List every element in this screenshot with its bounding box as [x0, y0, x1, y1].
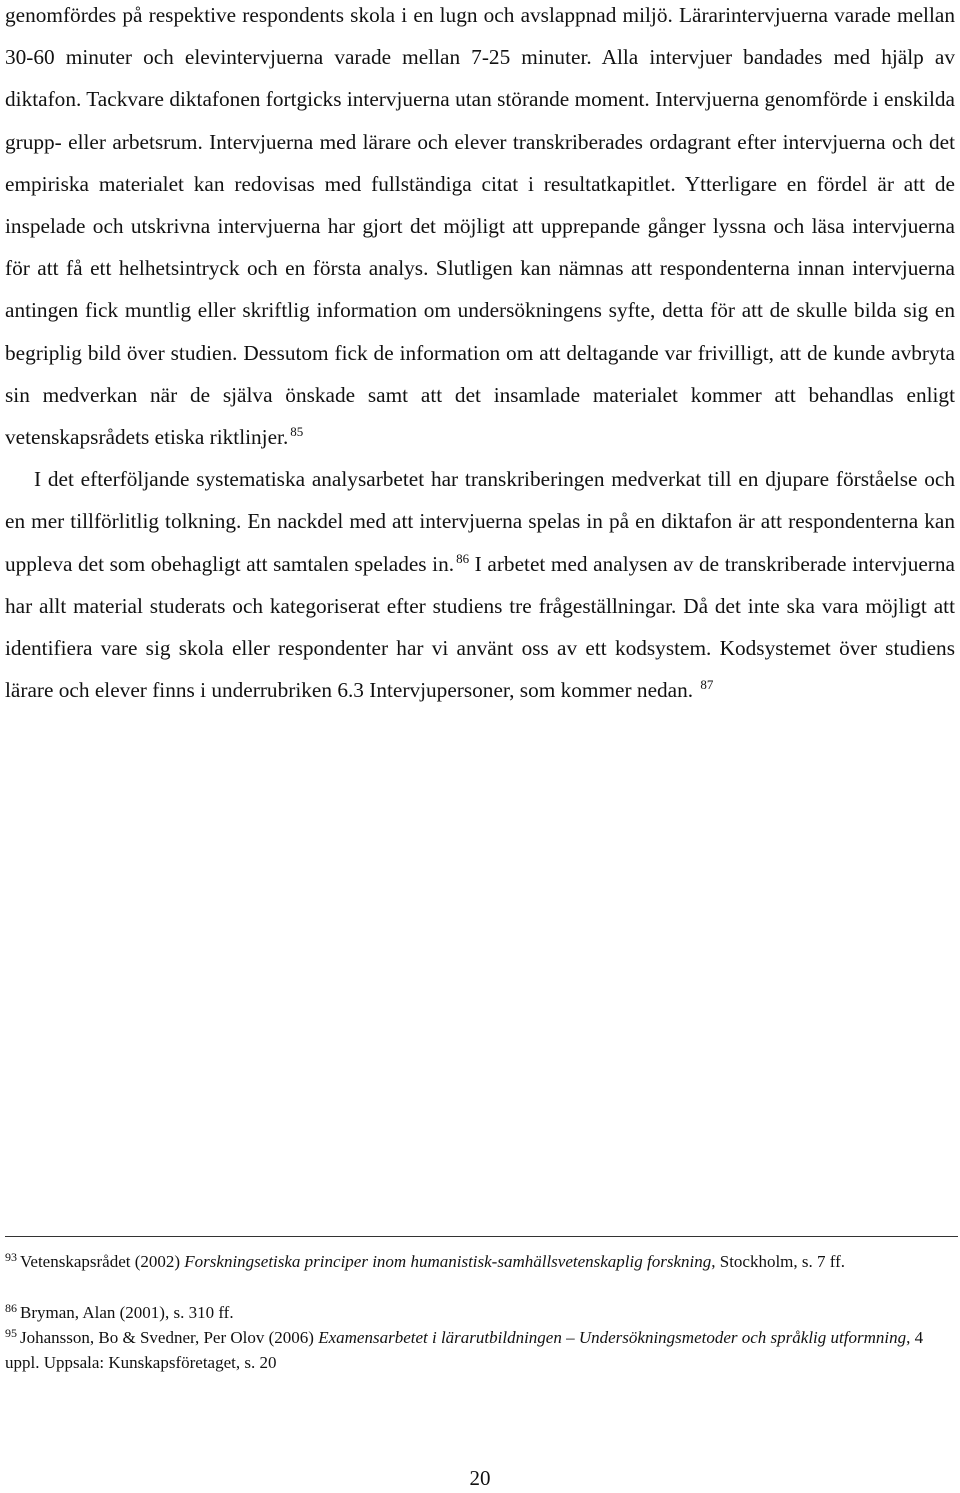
footnote-text: Bryman, Alan (2001), s. 310 ff. [20, 1303, 234, 1322]
footnote-ref-85: 85 [290, 424, 304, 440]
footnote-number: 95 [5, 1326, 17, 1340]
footnotes [5, 1249, 945, 1375]
body-text [5, 0, 955, 711]
footnote-86 [5, 1300, 945, 1325]
footnote-ref-86: 86 [456, 550, 470, 566]
paragraph-2 [5, 458, 955, 711]
footnote-93 [5, 1249, 945, 1274]
footnote-text: Johansson, Bo & Svedner, Per Olov (2006) [20, 1328, 319, 1347]
footnote-text-after: , 4 uppl. Uppsala: Kunskapsföretaget, s. 20 [5, 1328, 924, 1372]
footnote-text-after: , Stockholm, s. 7 ff. [711, 1252, 846, 1271]
footnote-text: Vetenskapsrådet (2002) [20, 1252, 185, 1271]
footnote-ref-87: 87 [700, 677, 714, 693]
footnote-title: Examensarbetet i lärarutbildningen – Undersökningsmetoder och språklig utformning [318, 1328, 907, 1347]
paragraph-1-text: genomfördes på respektive respondents skola i en lugn och avslappnad miljö. Lärarintervjuerna varade mellan 30-60 minuter och elevintervjuerna varade mellan 7-25 minuter. Alla intervjuer bandades med hjälp av diktafon. Tackvare diktafonen fortgicks intervjuerna utan störande moment. Intervjuerna genomförde i enskilda grupp- eller arbetsrum. Intervjuerna med lärare och elever transkriberades ordagrant efter intervjuerna och det empiriska materialet kan redovisas med fullständiga citat i resultatkapitlet. Ytterligare en fördel är att de inspelade och utskrivna intervjuerna har gjort det möjligt att upprepande gånger lyssna och läsa intervjuerna för att få ett helhetsintryck och en första analys. Slutligen kan nämnas att respondenterna innan intervjuerna antingen fick muntlig eller skriftlig information om undersökningens syfte, detta för att de skulle bilda sig en begriplig bild över studien. Dessutom fick de information om att deltagande var frivilligt, att de kunde avbryta sin medverkan när de själva önskade samt att det insamlade materialet kommer att behandlas enligt vetenskapsrådets etiska riktlinjer. [5, 3, 955, 450]
page-number: 20 [469, 1466, 491, 1490]
footnote-number: 93 [5, 1250, 17, 1264]
paragraph-2-text-b: I arbetet med analysen av de transkriberade intervjuerna har allt material studerats och kategoriserat efter studiens tre frågeställningar. Då det inte ska vara möjligt att identifiera vare sig skola eller respondenter har vi använt oss av ett kodsystem. Kodsystemet över studiens lärare och elever finns i underrubriken 6.3 Intervjupersoner, som kommer nedan. [5, 551, 955, 703]
footnote-95 [5, 1325, 945, 1375]
footnote-number: 86 [5, 1301, 17, 1315]
paragraph-1 [5, 0, 955, 458]
paragraph-2-text-a: I det efterföljande systematiska analysarbetet har transkriberingen medverkat till en djupare förståelse och en mer tillförlitlig tolkning. En nackdel med att intervjuerna spelas in på en diktafon är att respondenterna kan uppleva det som obehagligt att samtalen spelades in. [5, 467, 955, 576]
footnote-title: Forskningsetiska principer inom humanistisk-samhällsvetenskaplig forskning [184, 1252, 712, 1271]
footnote-separator [5, 1236, 958, 1237]
